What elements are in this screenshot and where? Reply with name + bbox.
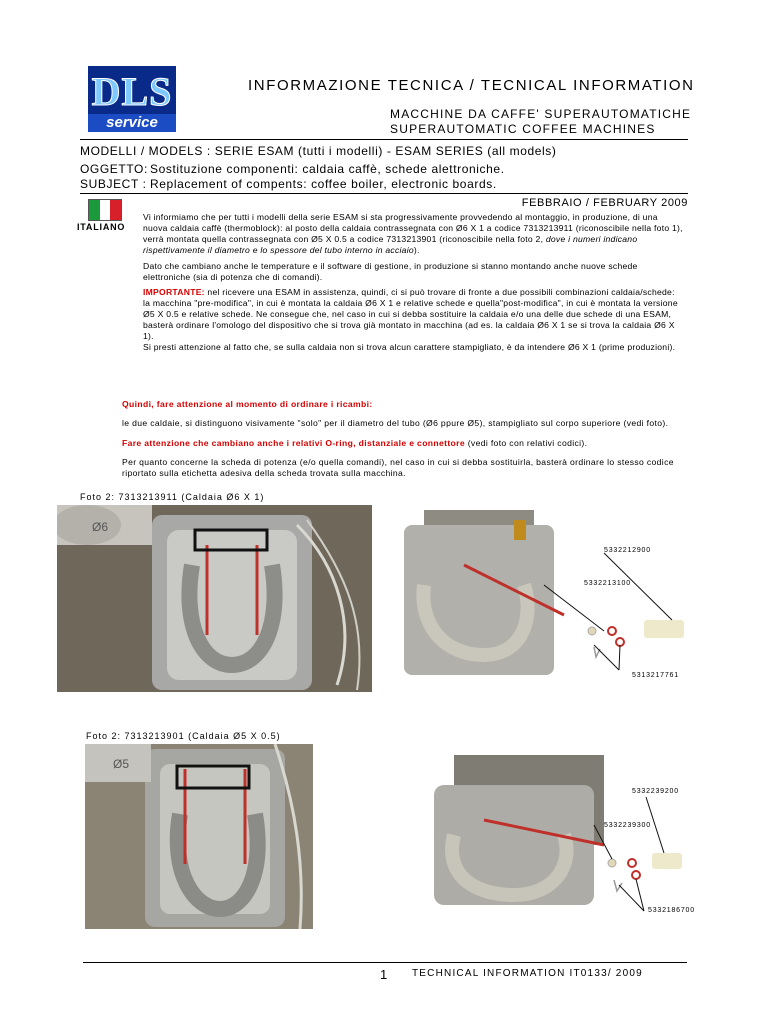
subject-text: Replacement of compents: coffee boiler, electronic boards. <box>150 177 497 191</box>
part-code-4: 5332239200 <box>632 788 679 795</box>
photo2-caption: Foto 2: 7313213901 (Caldaia Ø5 X 0.5) <box>86 731 281 741</box>
flag-red <box>110 200 121 220</box>
part-code-1: 5332212900 <box>604 547 651 554</box>
subtitle-italian: MACCHINE DA CAFFE' SUPERAUTOMATICHE <box>390 107 692 121</box>
oggetto-text: Sostituzione componenti: caldaia caffè, schede alettroniche. <box>150 162 505 176</box>
photo1-parts-image <box>404 505 696 688</box>
oring-note <box>122 438 682 449</box>
photo2-boiler-image <box>85 744 313 929</box>
footer-divider <box>83 962 687 963</box>
oggetto-label: OGGETTO: <box>80 162 148 176</box>
logo-letters: DLS <box>91 69 173 114</box>
subtitle-english: SUPERAUTOMATIC COFFEE MACHINES <box>390 122 656 136</box>
paragraph-note: Si presti attenzione al fatto che, se sulla caldaia non si trova alcun carattere stampigliato, è da intendere Ø6 X 1 (prime produzioni). <box>143 341 676 352</box>
power-board-text: Per quanto concerne la scheda di potenza (e/o quella comandi), nel caso in cui si debba sostituirla, basterà ordinare lo stesso codice riportato sulla etichetta adesiva della scheda trovata sulla macchina. <box>122 457 674 478</box>
photo1-boiler-image <box>57 505 372 692</box>
part-code-5: 5332239300 <box>604 822 651 829</box>
divider-top <box>80 139 688 140</box>
photo2-parts-image <box>414 745 698 930</box>
document-title: INFORMAZIONE TECNICA / TECNICAL INFORMATION <box>248 77 695 94</box>
photo1-caption: Foto 2: 7313213911 (Caldaia Ø6 X 1) <box>80 492 265 502</box>
ordering-text: le due caldaie, si distinguono visivamente "solo" per il diametro del tubo (Ø6 ppure Ø5), stampigliato sul corpo superiore (vedi foto). <box>122 418 669 429</box>
ordering-warning: Quindi, fare attenzione al momento di ordinare i ricambi: <box>122 398 373 409</box>
intro-end: ). <box>413 244 420 255</box>
oring-warning: Fare attenzione che cambiano anche i relativi O-ring, distanziale e connettore <box>122 437 465 448</box>
logo-word: service <box>88 114 176 132</box>
intro-text: Vi informiamo che per tutti i modelli della serie ESAM si sta progressivamente provvedendo al montaggio, in produzione, di una nuova caldaia caffè (thermoblock): al posto della caldaia contrassegnata con Ø6 X 1 a codice 7313213911 (riconoscibile nella foto 1), verrà montata quella contrassegnata con Ø5 X 0.5 a codice 7313213901 (riconoscibile nella foto 2, <box>143 212 683 244</box>
paragraph-important <box>143 287 683 342</box>
body-text-ordering <box>122 390 682 488</box>
oring-text: (vedi foto con relativi codici). <box>464 437 588 448</box>
important-text: nel ricevere una ESAM in assistenza, quindi, ci si può trovare di fronte a due possibili combinazioni caldaia/schede: la macchina "pre-modifica", in cui è montata la caldaia Ø6 X 1 e relative schede e quella"post-modifica", in cui è montata la versione Ø5 X 0.5 e relative schede. Ne consegue che, nel caso in cui si debba sostituire la caldaia e/o una delle due schede di una ESAM, basterà ordinare l'omologo del dispositivo che si trova già montato in macchina (ad es. la caldaia Ø6 X 1 se si trova la caldaia Ø6 X 1). <box>143 287 678 342</box>
language-label: ITALIANO <box>77 222 126 232</box>
document-date: FEBBRAIO / FEBRUARY 2009 <box>521 197 688 209</box>
part-code-6: 5332186700 <box>648 907 695 914</box>
italian-flag-icon <box>88 199 122 221</box>
flag-white <box>100 200 111 220</box>
oggetto-line <box>80 162 505 176</box>
photo1-stamp: Ø6 <box>92 520 109 534</box>
flag-green <box>89 200 100 220</box>
ordering-heading <box>122 399 682 410</box>
subject-label: SUBJECT : <box>80 177 147 191</box>
important-label: IMPORTANTE: <box>143 287 205 298</box>
paragraph-temperature: Dato che cambiano anche le temperature e il software di gestione, in produzione si stanno montando anche nuove schede elettroniche (sia di potenza che di comandi). <box>143 260 638 282</box>
divider-mid <box>80 193 688 194</box>
photo2-stamp: Ø5 <box>113 757 130 771</box>
part-code-2: 5332213100 <box>584 580 631 587</box>
part-code-3: 5313217761 <box>632 672 679 679</box>
body-text <box>143 212 683 353</box>
models-line: MODELLI / MODELS : SERIE ESAM (tutti i modelli) - ESAM SERIES (all models) <box>80 144 557 158</box>
subject-line <box>80 177 497 191</box>
intro-italic: dove i numeri indicano rispettivamente il diametro e lo spessore del tubo interno in acciaio <box>143 233 638 255</box>
paragraph-intro <box>143 212 683 256</box>
footer-text: TECHNICAL INFORMATION IT0133/ 2009 <box>412 968 643 979</box>
page-number: 1 <box>380 967 389 982</box>
dls-logo <box>88 66 176 132</box>
